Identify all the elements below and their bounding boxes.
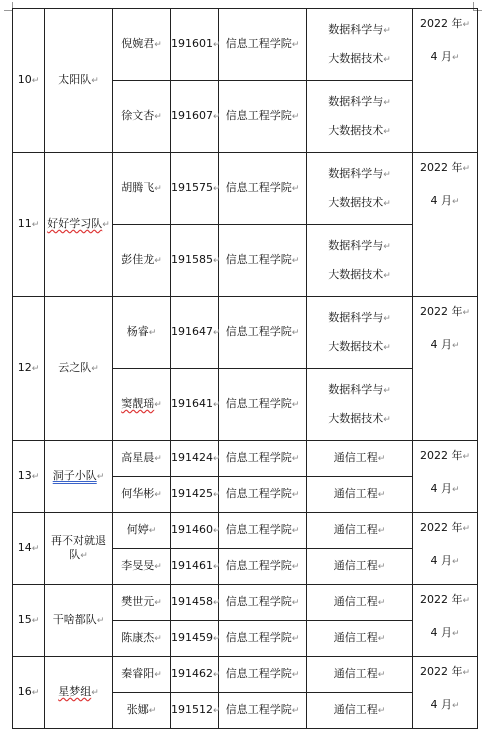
team-number-cell: 12↵ [13, 297, 45, 441]
student-id-cell: 191458↵ [171, 585, 219, 621]
college-cell: 信息工程学院↵ [219, 477, 307, 513]
student-id-cell: 191607↵ [171, 81, 219, 153]
table-row [13, 441, 478, 477]
team-number-cell: 16↵ [13, 657, 45, 729]
major-cell: 通信工程↵ [307, 585, 413, 621]
college-cell: 信息工程学院↵ [219, 369, 307, 441]
college-cell: 信息工程学院↵ [219, 153, 307, 225]
member-name-cell: 陈康杰↵ [113, 621, 171, 657]
major-cell: 数据科学与↵ 大数据技术↵ [307, 153, 413, 225]
major-cell: 通信工程↵ [307, 477, 413, 513]
team-number-cell: 13↵ [13, 441, 45, 513]
college-cell: 信息工程学院↵ [219, 621, 307, 657]
major-cell: 数据科学与↵ 大数据技术↵ [307, 9, 413, 81]
student-id-cell: 191601↵ [171, 9, 219, 81]
date-cell: 2022 年↵ 4 月↵ [413, 513, 478, 585]
major-cell: 通信工程↵ [307, 657, 413, 693]
team-name-cell: 干啥都队↵ [45, 585, 113, 657]
college-cell: 信息工程学院↵ [219, 9, 307, 81]
team-number-cell: 15↵ [13, 585, 45, 657]
team-name-cell: 太阳队↵ [45, 9, 113, 153]
member-name-cell: 窦靓瑶↵ [113, 369, 171, 441]
college-cell: 信息工程学院↵ [219, 297, 307, 369]
table-row [13, 513, 478, 549]
student-id-cell: 191585↵ [171, 225, 219, 297]
team-name-cell: 洞子小队↵ [45, 441, 113, 513]
date-cell: 2022 年↵ 4 月↵ [413, 657, 478, 729]
major-cell: 数据科学与↵ 大数据技术↵ [307, 369, 413, 441]
team-number-cell: 14↵ [13, 513, 45, 585]
team-name-cell: 云之队↵ [45, 297, 113, 441]
team-table [12, 8, 478, 729]
member-name-cell: 杨睿↵ [113, 297, 171, 369]
student-id-cell: 191512↵ [171, 693, 219, 729]
major-cell: 数据科学与↵ 大数据技术↵ [307, 297, 413, 369]
major-cell: 通信工程↵ [307, 693, 413, 729]
team-name-cell: 好好学习队↵ [45, 153, 113, 297]
date-cell: 2022 年↵ 4 月↵ [413, 153, 478, 297]
member-name-cell: 李旻旻↵ [113, 549, 171, 585]
table-row [13, 585, 478, 621]
student-id-cell: 191459↵ [171, 621, 219, 657]
table-row [13, 297, 478, 369]
college-cell: 信息工程学院↵ [219, 585, 307, 621]
member-name-cell: 张娜↵ [113, 693, 171, 729]
major-cell: 数据科学与↵ 大数据技术↵ [307, 225, 413, 297]
student-id-cell: 191462↵ [171, 657, 219, 693]
member-name-cell: 彭佳龙↵ [113, 225, 171, 297]
student-id-cell: 191460↵ [171, 513, 219, 549]
member-name-cell: 胡腾飞↵ [113, 153, 171, 225]
major-cell: 数据科学与↵ 大数据技术↵ [307, 81, 413, 153]
college-cell: 信息工程学院↵ [219, 693, 307, 729]
team-name-cell: 星梦组↵ [45, 657, 113, 729]
major-cell: 通信工程↵ [307, 621, 413, 657]
member-name-cell: 樊世元↵ [113, 585, 171, 621]
date-cell: 2022 年↵ 4 月↵ [413, 297, 478, 441]
college-cell: 信息工程学院↵ [219, 513, 307, 549]
major-cell: 通信工程↵ [307, 441, 413, 477]
college-cell: 信息工程学院↵ [219, 225, 307, 297]
table-row [13, 657, 478, 693]
member-name-cell: 何华彬↵ [113, 477, 171, 513]
student-id-cell: 191424↵ [171, 441, 219, 477]
team-number-cell: 10↵ [13, 9, 45, 153]
date-cell: 2022 年↵ 4 月↵ [413, 441, 478, 513]
member-name-cell: 倪婉君↵ [113, 9, 171, 81]
major-cell: 通信工程↵ [307, 513, 413, 549]
team-name-cell: 再不对就退 队↵ [45, 513, 113, 585]
member-name-cell: 徐文杏↵ [113, 81, 171, 153]
major-cell: 通信工程↵ [307, 549, 413, 585]
student-id-cell: 191461↵ [171, 549, 219, 585]
student-id-cell: 191425↵ [171, 477, 219, 513]
date-cell: 2022 年↵ 4 月↵ [413, 9, 478, 153]
student-id-cell: 191641↵ [171, 369, 219, 441]
member-name-cell: 高星晨↵ [113, 441, 171, 477]
student-id-cell: 191575↵ [171, 153, 219, 225]
table-row [13, 9, 478, 81]
college-cell: 信息工程学院↵ [219, 441, 307, 477]
student-id-cell: 191647↵ [171, 297, 219, 369]
college-cell: 信息工程学院↵ [219, 549, 307, 585]
college-cell: 信息工程学院↵ [219, 657, 307, 693]
team-number-cell: 11↵ [13, 153, 45, 297]
member-name-cell: 何婷↵ [113, 513, 171, 549]
college-cell: 信息工程学院↵ [219, 81, 307, 153]
table-row [13, 153, 478, 225]
member-name-cell: 秦睿阳↵ [113, 657, 171, 693]
date-cell: 2022 年↵ 4 月↵ [413, 585, 478, 657]
